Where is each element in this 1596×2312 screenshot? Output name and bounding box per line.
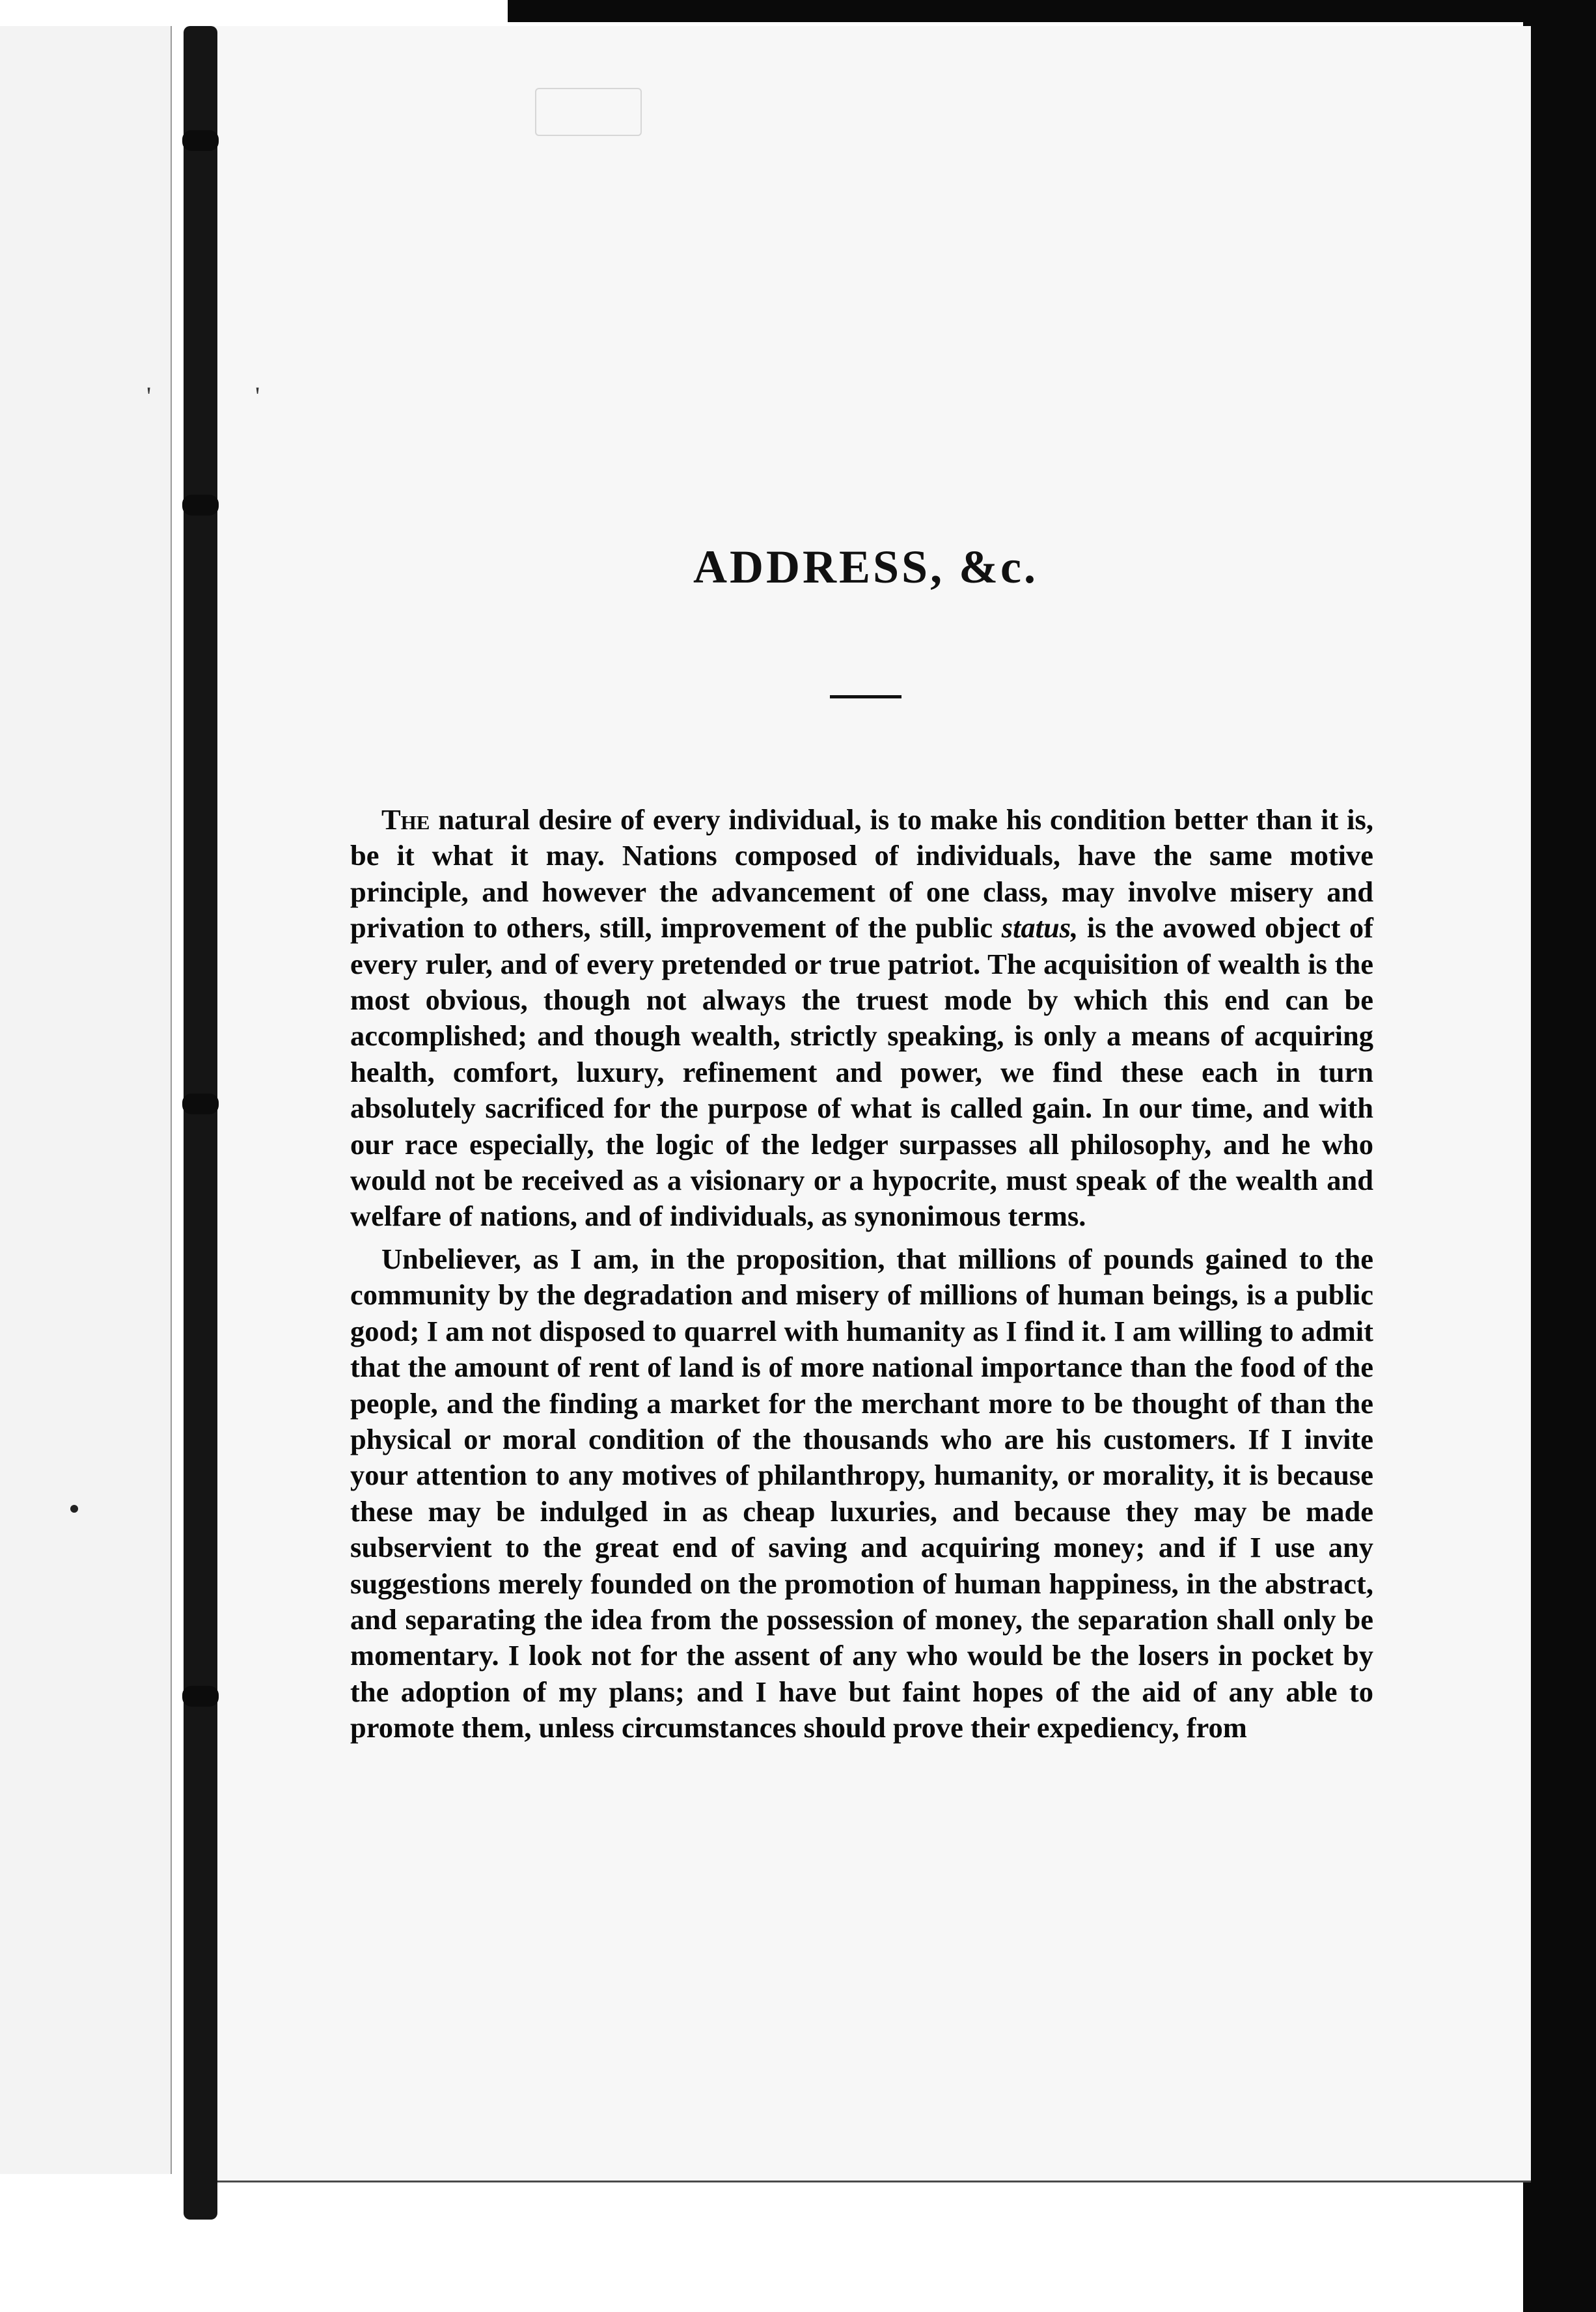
binding-knot bbox=[182, 1686, 219, 1707]
paragraph-1 bbox=[350, 802, 1373, 1235]
book-binding bbox=[184, 26, 217, 2220]
title-underline bbox=[830, 695, 901, 698]
paragraph-text: natural desire of every individual, is to make his condition better than it is, be it what it may. Nations composed of individuals, have the same motive principle, and however the advancement of one class, may involve misery and privation to others, still, improvement of the public bbox=[350, 803, 1373, 944]
specks bbox=[70, 1505, 78, 1513]
italic-word: status, bbox=[1001, 911, 1079, 944]
specks: ' bbox=[255, 381, 260, 411]
binding-knot bbox=[182, 130, 219, 151]
binding-knot bbox=[182, 1094, 219, 1114]
binding-knot bbox=[182, 495, 219, 516]
page-title: ADDRESS, &c. bbox=[693, 541, 1039, 593]
drop-lead: The bbox=[381, 803, 430, 836]
specks: ' bbox=[146, 381, 152, 411]
faint-stamp bbox=[535, 88, 642, 136]
facing-page bbox=[0, 26, 172, 2174]
paragraph-text: is the avowed object of every ruler, and of every pretended or true patriot. The acquisition of wealth is the most obvious, though not always the truest mode by which this end can be accomplished; and though wealth, strictly speaking, is only a means of acquiring health, comfort, luxury, refinement and power, we find these each in turn absolutely sacrificed for the purpose of what is called gain. In our time, and with our race especially, the logic of the ledger surpasses all philosophy, and he who would not be received as a visionary or a hypocrite, must speak of the wealth and welfare of nations, and of individuals, as synonimous terms. bbox=[350, 911, 1373, 1233]
scanner-right-margin bbox=[1523, 13, 1596, 2312]
paragraph-2: Unbeliever, as I am, in the proposition, that millions of pounds gained to the community by the degradation and misery of millions of human beings, is a public good; I am not disposed to quarrel with humanity as I find it. I am willing to admit that the amount of rent of land is of more national importance than the food of the people, and the finding a market for the merchant more to be thought of than the physical or moral condition of the thousands who are his customers. If I invite your attention to any motives of philanthropy, humanity, or morality, it is because these may be indulged in as cheap luxuries, and because they may be made subservient to the great end of saving and acquiring money; and if I use any suggestions merely founded on the promotion of human happiness, in the abstract, and separating the idea from the possession of money, the separation shall only be momentary. I look not for the assent of any who would be the losers in pocket by the adoption of my plans; and I have but faint hopes of the aid of any able to promote them, unless circumstances should prove their expediency, from bbox=[350, 1242, 1373, 1744]
body-text bbox=[350, 802, 1373, 1746]
scanner-top-margin bbox=[508, 0, 1596, 22]
